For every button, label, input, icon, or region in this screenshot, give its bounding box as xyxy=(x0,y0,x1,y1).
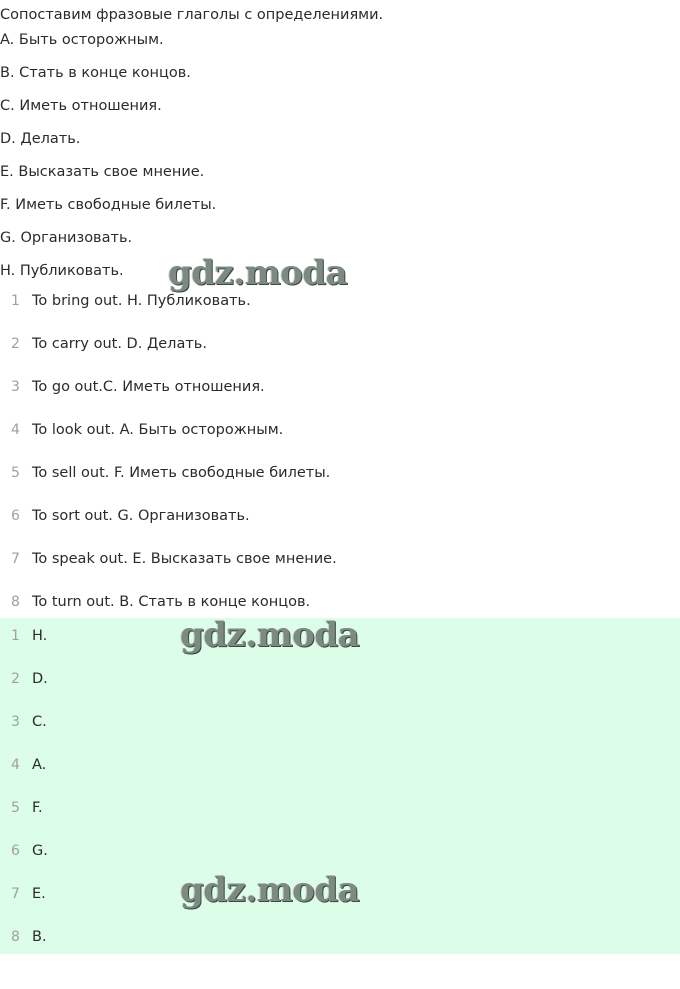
row-number: 8 xyxy=(11,594,20,610)
match-text: To turn out. B. Стать в конце концов. xyxy=(32,594,311,610)
definition-d: D. Делать. xyxy=(0,131,81,147)
row-number: 4 xyxy=(11,422,20,438)
row-number: 2 xyxy=(11,671,20,687)
row-number: 3 xyxy=(11,714,20,730)
task-prompt: Сопоставим фразовые глаголы с определениями. xyxy=(0,7,384,23)
row-number: 5 xyxy=(11,800,20,816)
answer-text: H. xyxy=(32,628,48,644)
definition-e: E. Высказать свое мнение. xyxy=(0,164,205,180)
match-text: To speak out. E. Высказать свое мнение. xyxy=(32,551,337,567)
definition-h: H. Публиковать. xyxy=(0,263,124,279)
answer-text: B. xyxy=(32,929,47,945)
definition-a: A. Быть осторожным. xyxy=(0,32,164,48)
answer-text: A. xyxy=(32,757,47,773)
watermark: gdz.moda xyxy=(168,253,348,293)
match-text: To go out.C. Иметь отношения. xyxy=(32,379,265,395)
answer-text: G. xyxy=(32,843,48,859)
row-number: 4 xyxy=(11,757,20,773)
row-number: 6 xyxy=(11,843,20,859)
row-number: 7 xyxy=(11,551,20,567)
row-number: 2 xyxy=(11,336,20,352)
match-text: To sell out. F. Иметь свободные билеты. xyxy=(32,465,331,481)
match-text: To carry out. D. Делать. xyxy=(32,336,207,352)
row-number: 3 xyxy=(11,379,20,395)
watermark: gdz.moda xyxy=(180,615,360,655)
watermark: gdz.moda xyxy=(180,870,360,910)
definition-g: G. Организовать. xyxy=(0,230,133,246)
definition-f: F. Иметь свободные билеты. xyxy=(0,197,217,213)
definition-c: C. Иметь отношения. xyxy=(0,98,162,114)
row-number: 5 xyxy=(11,465,20,481)
answer-text: D. xyxy=(32,671,48,687)
answer-text: C. xyxy=(32,714,47,730)
row-number: 1 xyxy=(11,628,20,644)
definition-b: B. Стать в конце концов. xyxy=(0,65,191,81)
row-number: 7 xyxy=(11,886,20,902)
answer-text: F. xyxy=(32,800,43,816)
row-number: 1 xyxy=(11,293,20,309)
match-text: To bring out. H. Публиковать. xyxy=(32,293,251,309)
match-text: To look out. A. Быть осторожным. xyxy=(32,422,284,438)
answer-text: E. xyxy=(32,886,46,902)
match-text: To sort out. G. Организовать. xyxy=(32,508,250,524)
row-number: 6 xyxy=(11,508,20,524)
row-number: 8 xyxy=(11,929,20,945)
